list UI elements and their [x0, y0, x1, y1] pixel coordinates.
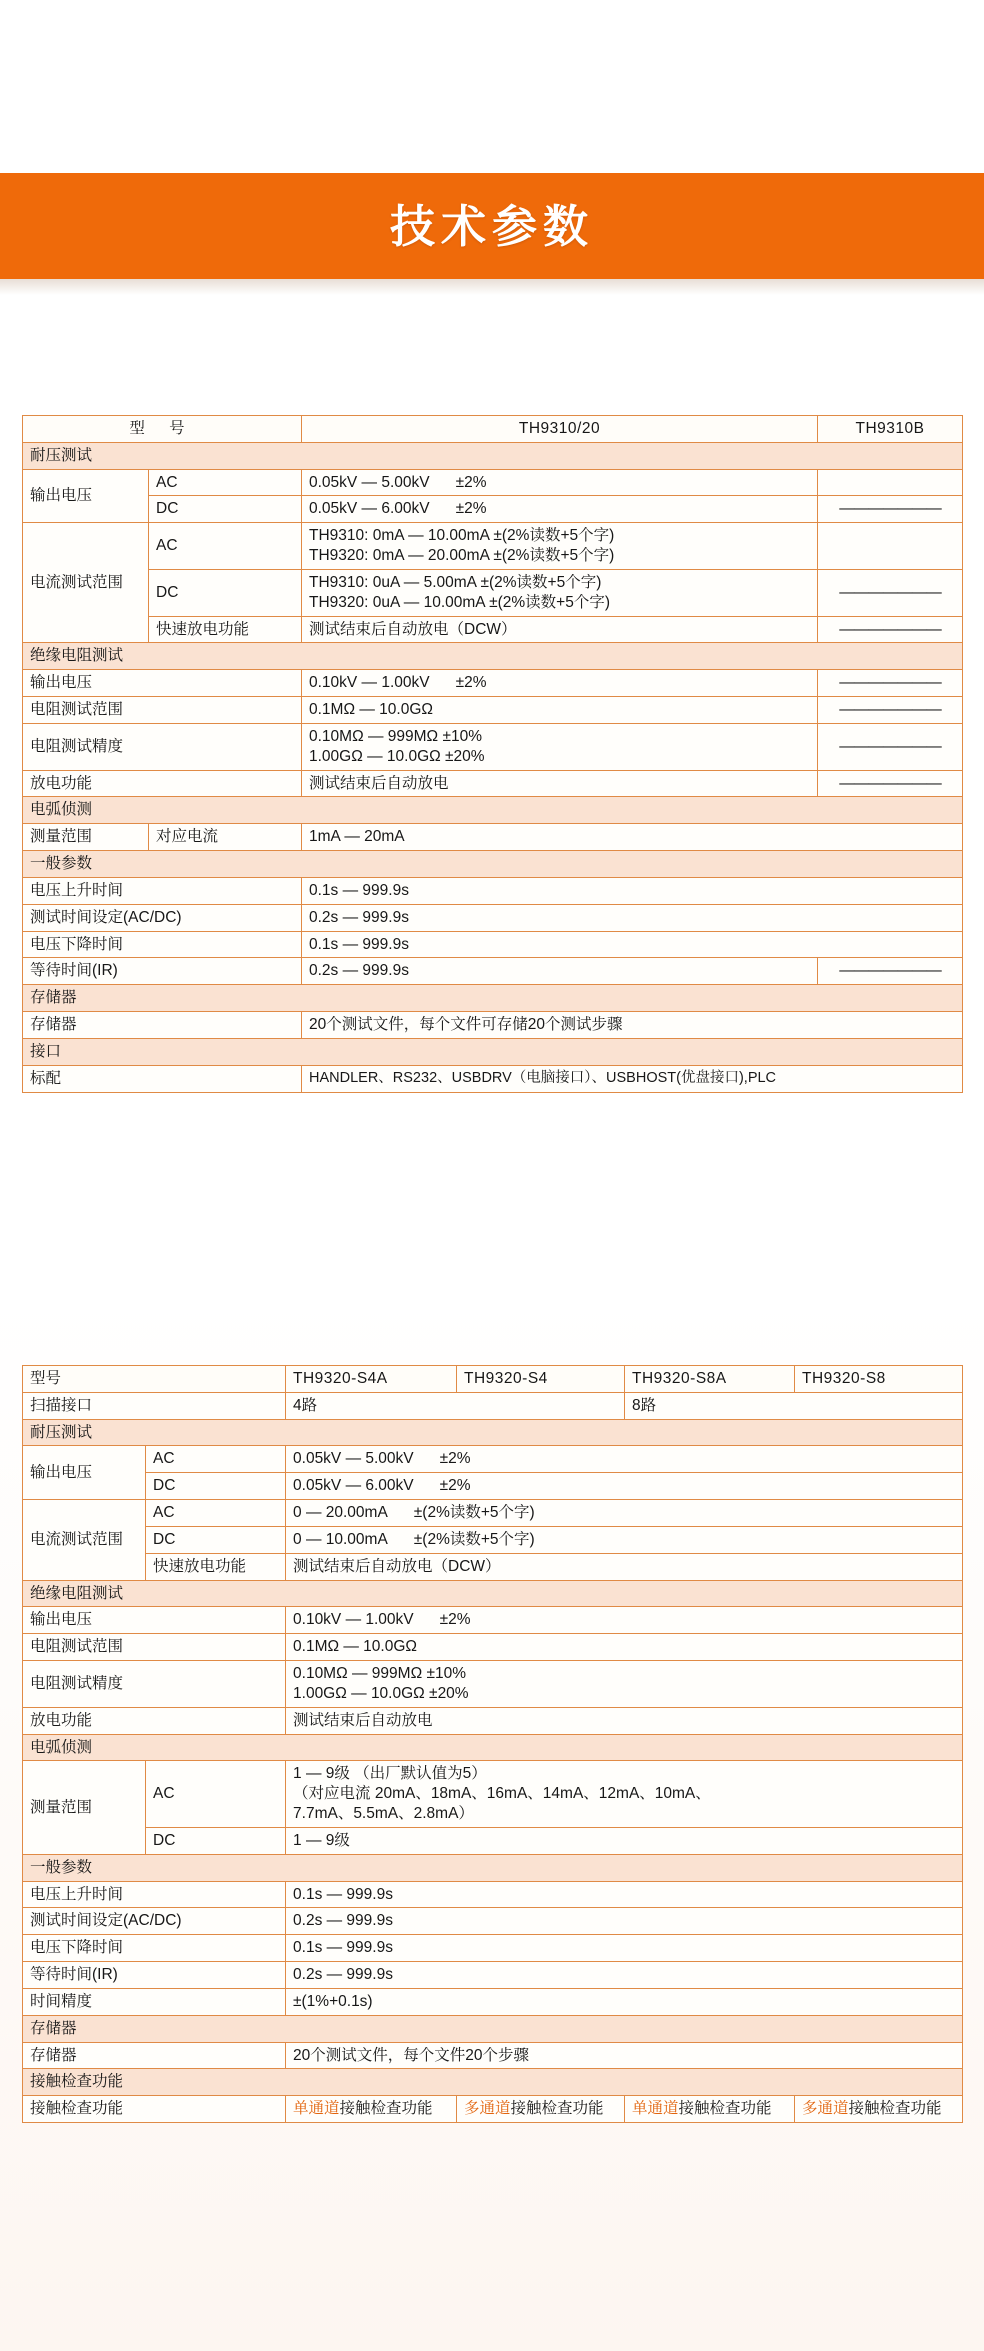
row-sub-current-ac-2: AC	[146, 1500, 286, 1527]
row-label-current-range-2: 电流测试范围	[23, 1500, 146, 1580]
value-wait-time: 0.2s — 999.9s	[302, 958, 818, 985]
table-row	[23, 496, 963, 523]
table-row	[23, 1761, 963, 1827]
table-row	[23, 1446, 963, 1473]
row-label-resistance-accuracy: 电阻测试精度	[23, 723, 302, 770]
table-row	[23, 1526, 963, 1553]
row-label-measure-range: 测量范围	[23, 824, 149, 851]
value-time-accuracy: ±(1%+0.1s)	[286, 1988, 963, 2015]
table-row	[23, 2042, 963, 2069]
row-sub-ac-2: AC	[146, 1446, 286, 1473]
spec-table-2	[22, 1365, 963, 2123]
row-label-rise-time: 电压上升时间	[23, 877, 302, 904]
value-test-time-2: 0.2s — 999.9s	[286, 1908, 963, 1935]
table-row	[23, 985, 963, 1012]
table-row	[23, 1607, 963, 1634]
table-row	[23, 824, 963, 851]
section-general-parameters: 一般参数	[23, 851, 963, 878]
row-sub-dc: DC	[149, 496, 302, 523]
table-row	[23, 469, 963, 496]
table-row	[23, 1854, 963, 1881]
table-row	[23, 1734, 963, 1761]
value-fast-discharge-2: 测试结束后自动放电（DCW）	[286, 1553, 963, 1580]
row-label-storage-2: 存储器	[23, 2042, 286, 2069]
value-fast-discharge: 测试结束后自动放电（DCW）	[302, 616, 818, 643]
table-row	[23, 904, 963, 931]
row-label-contact-check: 接触检查功能	[23, 2096, 286, 2123]
model-label-cell: 型 号	[23, 416, 302, 443]
value-resistance-range-b: ———————	[818, 697, 963, 724]
value-resistance-range-2: 0.1MΩ — 10.0GΩ	[286, 1634, 963, 1661]
row-label-output-voltage-2: 输出电压	[23, 1446, 146, 1500]
value-output-voltage-ac: 0.05kV — 5.00kV ±2%	[302, 469, 818, 496]
value-resistance-accuracy: 0.10MΩ — 999MΩ ±10% 1.00GΩ — 10.0GΩ ±20%	[302, 723, 818, 770]
section-arc-detection: 电弧侦测	[23, 797, 963, 824]
section-contact-check: 接触检查功能	[23, 2069, 963, 2096]
model-th9310b-cell: TH9310B	[818, 416, 963, 443]
table-row	[23, 1366, 963, 1393]
value-arc-range: 1mA — 20mA	[302, 824, 963, 851]
row-label-storage: 存储器	[23, 1012, 302, 1039]
table-row	[23, 1661, 963, 1708]
value-arc-ac: 1 — 9级 （出厂默认值为5） （对应电流 20mA、18mA、16mA、14mA、12mA、10mA、 7.7mA、5.5mA、2.8mA）	[286, 1761, 963, 1827]
model-th9320-s8-cell: TH9320-S8	[795, 1366, 963, 1393]
table-row	[23, 1634, 963, 1661]
value-current-range-ac: TH9310: 0mA — 10.00mA ±(2%读数+5个字) TH9320: 0mA — 20.00mA ±(2%读数+5个字)	[302, 523, 818, 570]
row-label-resistance-range: 电阻测试范围	[23, 697, 302, 724]
table-row	[23, 670, 963, 697]
table-row	[23, 723, 963, 770]
table-row	[23, 877, 963, 904]
row-sub-current-dc-2: DC	[146, 1526, 286, 1553]
spec-table-1	[22, 415, 963, 1093]
row-label-test-time: 测试时间设定(AC/DC)	[23, 904, 302, 931]
value-contact-check-s4a: 单通道接触检查功能	[286, 2096, 457, 2123]
row-label-rise-time-2: 电压上升时间	[23, 1881, 286, 1908]
row-label-test-time-2: 测试时间设定(AC/DC)	[23, 1908, 286, 1935]
model-th9320-s4-cell: TH9320-S4	[457, 1366, 625, 1393]
table-row	[23, 2015, 963, 2042]
model-th9310-20-cell: TH9310/20	[302, 416, 818, 443]
table-row	[23, 616, 963, 643]
table-row	[23, 1935, 963, 1962]
row-sub-current-ac: AC	[149, 523, 302, 570]
table-row	[23, 1707, 963, 1734]
value-discharge-b: ———————	[818, 770, 963, 797]
value-ir-output-voltage-2: 0.10kV — 1.00kV ±2%	[286, 1607, 963, 1634]
table-row	[23, 1500, 963, 1527]
value-standard-interfaces: HANDLER、RS232、USBDRV（电脑接口）、USBHOST(优盘接口),PLC	[302, 1065, 963, 1092]
value-contact-check-s8a: 单通道接触检查功能	[625, 2096, 795, 2123]
row-label-resistance-accuracy-2: 电阻测试精度	[23, 1661, 286, 1708]
table-row	[23, 1908, 963, 1935]
value-fall-time-2: 0.1s — 999.9s	[286, 1935, 963, 1962]
value-current-range-dc: TH9310: 0uA — 5.00mA ±(2%读数+5个字) TH9320: 0uA — 10.00mA ±(2%读数+5个字)	[302, 569, 818, 616]
value-fast-discharge-b: ———————	[818, 616, 963, 643]
value-output-voltage-ac-b	[818, 469, 963, 496]
table-row	[23, 643, 963, 670]
section-insulation-test: 绝缘电阻测试	[23, 643, 963, 670]
table-row	[23, 1553, 963, 1580]
section-insulation-test-2: 绝缘电阻测试	[23, 1580, 963, 1607]
value-resistance-range: 0.1MΩ — 10.0GΩ	[302, 697, 818, 724]
table-row	[23, 1580, 963, 1607]
table-row	[23, 442, 963, 469]
row-sub-arc-dc: DC	[146, 1827, 286, 1854]
row-label-discharge: 放电功能	[23, 770, 302, 797]
table-row	[23, 1065, 963, 1092]
page-banner	[0, 173, 984, 279]
value-current-range-dc-2: 0 — 10.00mA ±(2%读数+5个字)	[286, 1526, 963, 1553]
section-general-parameters-2: 一般参数	[23, 1854, 963, 1881]
row-label-measure-range-2: 测量范围	[23, 1761, 146, 1854]
section-arc-detection-2: 电弧侦测	[23, 1734, 963, 1761]
table-row	[23, 1962, 963, 1989]
section-storage-2: 存储器	[23, 2015, 963, 2042]
value-current-range-dc-b: ———————	[818, 569, 963, 616]
table-row	[23, 697, 963, 724]
row-label-wait-time-2: 等待时间(IR)	[23, 1962, 286, 1989]
value-output-voltage-dc-2: 0.05kV — 6.00kV ±2%	[286, 1473, 963, 1500]
value-test-time: 0.2s — 999.9s	[302, 904, 963, 931]
row-label-ir-output-voltage-2: 输出电压	[23, 1607, 286, 1634]
row-sub-corresponding-current: 对应电流	[149, 824, 302, 851]
row-sub-fast-discharge: 快速放电功能	[149, 616, 302, 643]
table-row	[23, 797, 963, 824]
row-label-fall-time-2: 电压下降时间	[23, 1935, 286, 1962]
value-resistance-accuracy-b: ———————	[818, 723, 963, 770]
model-label-cell-2: 型号	[23, 1366, 286, 1393]
section-interface: 接口	[23, 1038, 963, 1065]
value-ir-output-voltage: 0.10kV — 1.00kV ±2%	[302, 670, 818, 697]
row-sub-ac: AC	[149, 469, 302, 496]
row-sub-fast-discharge-2: 快速放电功能	[146, 1553, 286, 1580]
value-scan-8ch: 8路	[625, 1392, 963, 1419]
value-discharge: 测试结束后自动放电	[302, 770, 818, 797]
table-row	[23, 569, 963, 616]
row-label-fall-time: 电压下降时间	[23, 931, 302, 958]
row-label-ir-output-voltage: 输出电压	[23, 670, 302, 697]
banner-shadow	[0, 279, 984, 295]
value-discharge-2: 测试结束后自动放电	[286, 1707, 963, 1734]
row-sub-arc-ac: AC	[146, 1761, 286, 1827]
value-output-voltage-dc-b: ———————	[818, 496, 963, 523]
value-fall-time: 0.1s — 999.9s	[302, 931, 963, 958]
row-label-scan-interface: 扫描接口	[23, 1392, 286, 1419]
table-row	[23, 1988, 963, 2015]
table-row	[23, 958, 963, 985]
table-row	[23, 1881, 963, 1908]
spec-table-2-wrapper	[22, 1365, 962, 2123]
section-withstand-test-2: 耐压测试	[23, 1419, 963, 1446]
table-row	[23, 1392, 963, 1419]
row-label-wait-time: 等待时间(IR)	[23, 958, 302, 985]
table-row	[23, 1012, 963, 1039]
table-row	[23, 1419, 963, 1446]
section-storage: 存储器	[23, 985, 963, 1012]
spec-table-1-wrapper	[22, 415, 962, 1093]
value-rise-time: 0.1s — 999.9s	[302, 877, 963, 904]
model-th9320-s4a-cell: TH9320-S4A	[286, 1366, 457, 1393]
value-current-range-ac-b	[818, 523, 963, 570]
table-row	[23, 1038, 963, 1065]
table-row	[23, 851, 963, 878]
banner-title: 技术参数	[389, 200, 594, 252]
value-contact-check-s4: 多通道接触检查功能	[457, 2096, 625, 2123]
value-storage: 20个测试文件，每个文件可存储20个测试步骤	[302, 1012, 963, 1039]
value-wait-time-b: ———————	[818, 958, 963, 985]
row-label-discharge-2: 放电功能	[23, 1707, 286, 1734]
table-row	[23, 931, 963, 958]
row-label-current-range: 电流测试范围	[23, 523, 149, 643]
section-withstand-test: 耐压测试	[23, 442, 963, 469]
table-row	[23, 1827, 963, 1854]
value-output-voltage-dc: 0.05kV — 6.00kV ±2%	[302, 496, 818, 523]
table-row	[23, 523, 963, 570]
value-storage-2: 20个测试文件，每个文件20个步骤	[286, 2042, 963, 2069]
value-current-range-ac-2: 0 — 20.00mA ±(2%读数+5个字)	[286, 1500, 963, 1527]
value-resistance-accuracy-2: 0.10MΩ — 999MΩ ±10% 1.00GΩ — 10.0GΩ ±20%	[286, 1661, 963, 1708]
value-contact-check-s8: 多通道接触检查功能	[795, 2096, 963, 2123]
row-label-standard: 标配	[23, 1065, 302, 1092]
row-sub-current-dc: DC	[149, 569, 302, 616]
table-row	[23, 416, 963, 443]
row-label-output-voltage: 输出电压	[23, 469, 149, 523]
table-row	[23, 2069, 963, 2096]
value-arc-dc: 1 — 9级	[286, 1827, 963, 1854]
table-row	[23, 2096, 963, 2123]
value-ir-output-voltage-b: ———————	[818, 670, 963, 697]
row-label-time-accuracy: 时间精度	[23, 1988, 286, 2015]
value-output-voltage-ac-2: 0.05kV — 5.00kV ±2%	[286, 1446, 963, 1473]
model-th9320-s8a-cell: TH9320-S8A	[625, 1366, 795, 1393]
table-row	[23, 770, 963, 797]
table-row	[23, 1473, 963, 1500]
row-label-resistance-range-2: 电阻测试范围	[23, 1634, 286, 1661]
value-scan-4ch: 4路	[286, 1392, 625, 1419]
value-wait-time-2: 0.2s — 999.9s	[286, 1962, 963, 1989]
value-rise-time-2: 0.1s — 999.9s	[286, 1881, 963, 1908]
row-sub-dc-2: DC	[146, 1473, 286, 1500]
